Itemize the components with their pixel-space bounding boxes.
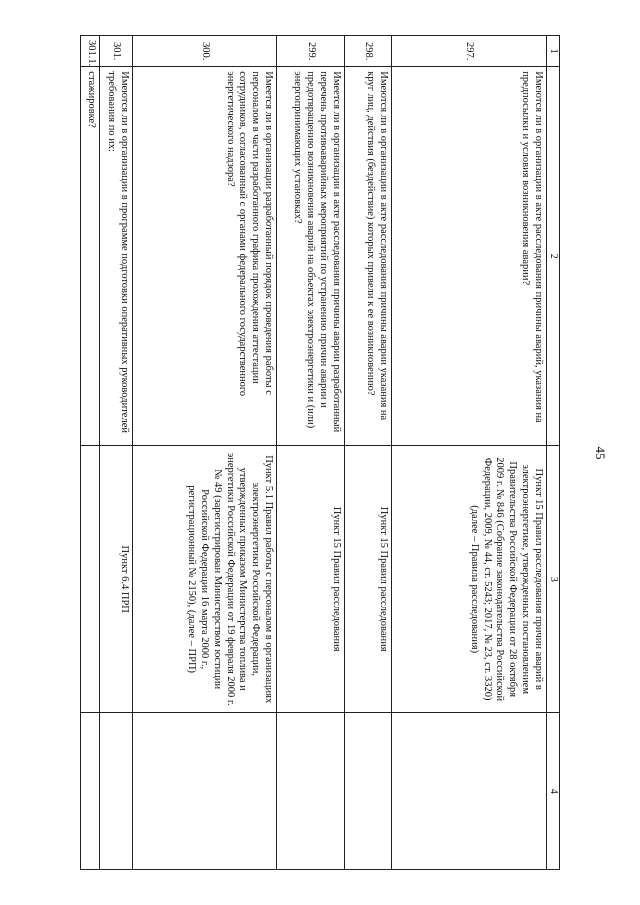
- table-rotation-frame: [80, 35, 560, 870]
- row-number: 297.: [392, 36, 547, 67]
- reference-text: Пункт 6.4 ПРП: [100, 445, 132, 713]
- reference-text: Пункт 15 Правил расследования причин аварий в электроэнергетике, утвержденных постановлением Правительства Российской Федерации от 28 октября 2009 г. № 846 (Собрание законодательства Российской Федерации, 2009, № 44, ст. 5243; 2017, № 23, ст. 3320) (далее – Правила расследования): [392, 445, 547, 713]
- reference-text: Пункт 15 Правил расследования: [277, 445, 345, 713]
- row-number: 300.: [132, 36, 276, 67]
- question-text: Имеются ли в организации в акте расследования причины аварии указания на круг лиц, действия (бездействие) которых привели к ее возникновению?: [344, 67, 391, 446]
- reference-text: Пункт 15 Правил расследования: [344, 445, 391, 713]
- note-cell: [277, 713, 345, 870]
- table-row: [100, 36, 132, 870]
- row-number: 298.: [344, 36, 391, 67]
- question-text: Имеются ли в организации в акте расследования причины аварий, указания на предпосылки и условия возникновения аварии?: [392, 67, 547, 446]
- checklist-table: [80, 35, 560, 870]
- header-col-3: 3: [546, 445, 559, 713]
- page-number: 45: [593, 446, 608, 460]
- note-cell: [100, 713, 132, 870]
- reference-text: Пункт 5.1 Правил работы с персоналом в организациях электроэнергетики Российской Федерации, утвержденных приказом Министерства топлива и энергетики Российской Федерации от 19 февраля 2000 г. № 49 (зарегистрирован Министерством юстиции Российской Федерации 16 марта 2000 г., регистрационный № 2150), (далее – ПРП): [132, 445, 276, 713]
- note-cell: [81, 713, 100, 870]
- table-row: [344, 36, 391, 870]
- note-cell: [344, 713, 391, 870]
- row-number: 299.: [277, 36, 345, 67]
- row-number: 301.1.: [81, 36, 100, 67]
- table-row: [277, 36, 345, 870]
- question-text: Имеются ли в организации в программе подготовки оперативных руководителей требования по их:: [100, 67, 132, 446]
- rotated-table-container: [80, 35, 560, 870]
- table-row: [132, 36, 276, 870]
- note-cell: [132, 713, 276, 870]
- header-col-4: 4: [546, 713, 559, 870]
- question-text: Имеется ли в организации разработанный порядок проведения работы с персоналом в части разработанного графика прохождения аттестации сотрудников, согласованный с органами федерального государственного энергетического надзора?: [132, 67, 276, 446]
- header-row: [546, 36, 559, 870]
- table-row: [392, 36, 547, 870]
- header-col-2: 2: [546, 67, 559, 446]
- table-row: [81, 36, 100, 870]
- reference-text: [81, 445, 100, 713]
- header-col-1: 1: [546, 36, 559, 67]
- question-text: стажировке?: [81, 67, 100, 446]
- row-number: 301.: [100, 36, 132, 67]
- note-cell: [392, 713, 547, 870]
- question-text: Имеется ли в организации в акте расследования причины аварии разработанный перечень противоаварийных мероприятий по устранению причин аварии и предотвращению возникновения аварий на объектах электроэнергетики и (или) энергопринимающих установках?: [277, 67, 345, 446]
